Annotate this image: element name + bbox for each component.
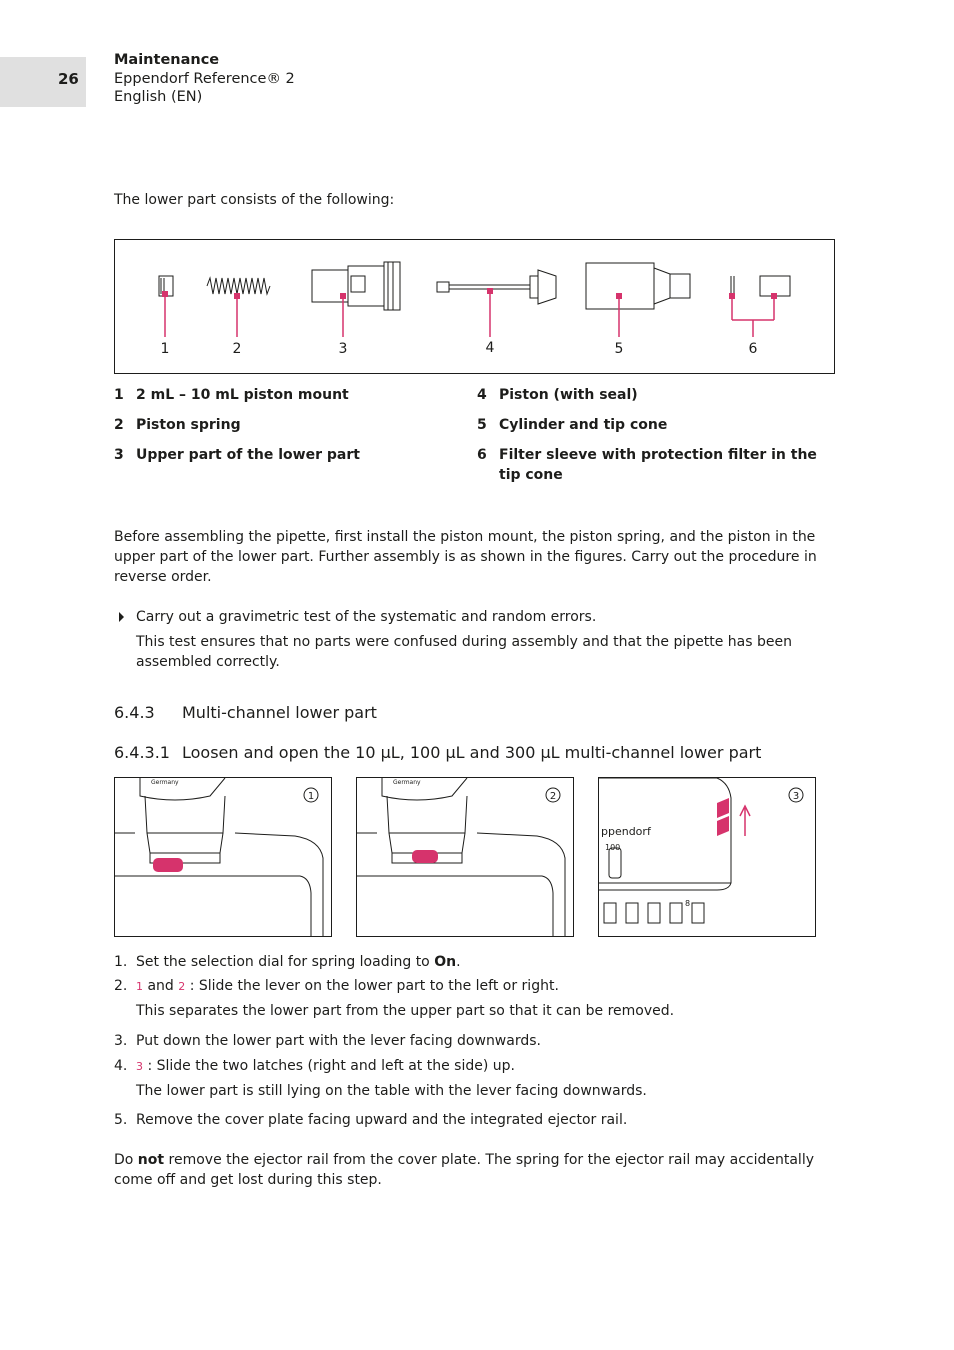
spring-drawing <box>207 278 270 294</box>
callout-3: 3 <box>338 341 348 357</box>
step-badge-2: 2 <box>549 791 557 802</box>
legend-num: 5 <box>477 417 487 433</box>
step-num: 2. <box>114 978 128 994</box>
lever-shape <box>153 858 183 872</box>
step-4 <box>136 1056 515 1077</box>
legend-num: 6 <box>477 447 487 463</box>
step-note: This separates the lower part from the upper part so that it can be removed. <box>136 1003 675 1019</box>
legend-num: 2 <box>114 417 124 433</box>
parts-illustration <box>115 240 834 373</box>
page-number: 26 <box>58 70 79 88</box>
step-text: Set the selection dial for spring loading to <box>136 954 435 970</box>
callout-2: 2 <box>232 341 242 357</box>
intro-text: The lower part consists of the following: <box>114 192 395 208</box>
parts-figure <box>114 239 835 374</box>
step-text: and <box>143 978 179 994</box>
step-bold: On <box>434 954 457 970</box>
circled-number: 2 <box>178 980 186 993</box>
warning-pre: Do <box>114 1152 138 1168</box>
cylinder-drawing <box>586 263 654 309</box>
step-1 <box>136 952 461 972</box>
legend-num: 1 <box>114 387 124 403</box>
photo-step-1 <box>114 777 332 937</box>
callout-1: 1 <box>160 341 170 357</box>
legend-num: 4 <box>477 387 487 403</box>
legend-item <box>114 385 454 405</box>
step-2 <box>136 976 559 997</box>
photo-step-3 <box>598 777 816 937</box>
photo-step-2 <box>356 777 574 937</box>
legend-text: Piston (with seal) <box>499 387 638 403</box>
step-badge-3: 3 <box>792 791 800 802</box>
lever-shape <box>412 850 438 863</box>
step-note: The lower part is still lying on the table with the lever facing downwards. <box>136 1083 647 1099</box>
step-badge-1: 1 <box>307 791 315 802</box>
legend-num: 3 <box>114 447 124 463</box>
warning-bold: not <box>137 1152 165 1168</box>
lever-right-illustration <box>357 778 573 936</box>
photo-label: ppendorf <box>601 825 651 838</box>
step-num: 4. <box>114 1058 128 1074</box>
legend-item <box>477 385 817 405</box>
step-text: : Slide the two latches (right and left at the side) up. <box>143 1058 515 1074</box>
warning-post: remove the ejector rail from the cover plate. The spring for the ejector rail may accidentally come off and get lost during this step. <box>114 1152 814 1188</box>
section-number: 6.4.3 <box>114 703 155 722</box>
step-5: Remove the cover plate facing upward and the integrated ejector rail. <box>136 1112 628 1128</box>
bullet-note: This test ensures that no parts were confused during assembly and that the pipette has been assembled correctly. <box>136 634 792 670</box>
legend-item <box>114 445 454 465</box>
warning-text <box>114 1150 840 1190</box>
callout-5: 5 <box>614 341 624 357</box>
photo-label: Germany <box>393 779 421 786</box>
step-num: 5. <box>114 1112 128 1128</box>
step-text: : Slide the lever on the lower part to the left or right. <box>185 978 559 994</box>
legend-item <box>477 445 817 485</box>
header-language: English (EN) <box>114 89 203 105</box>
step-num: 1. <box>114 954 128 970</box>
header-section: Maintenance <box>114 52 220 68</box>
circled-number: 1 <box>136 980 143 993</box>
subsection-title: Loosen and open the 10 µL, 100 µL and 300 µL multi-channel lower part <box>182 743 762 762</box>
subsection-number: 6.4.3.1 <box>114 743 170 762</box>
photo-volume: 100 <box>605 843 621 852</box>
bullet-arrow-icon <box>118 607 126 633</box>
step-num: 3. <box>114 1033 128 1049</box>
circled-number: 3 <box>136 1060 143 1073</box>
section-title: Multi-channel lower part <box>182 703 377 722</box>
photo-channels: 8 <box>685 899 691 908</box>
callout-4: 4 <box>485 340 495 356</box>
callout-6: 6 <box>748 341 758 357</box>
up-arrow-icon <box>740 806 750 836</box>
legend-text: Piston spring <box>136 417 241 433</box>
piston-drawing <box>437 282 449 292</box>
latches-illustration <box>599 778 815 936</box>
photo-label: Germany <box>151 779 179 786</box>
bullet-text: Carry out a gravimetric test of the systematic and random errors. <box>136 609 597 625</box>
legend-text: Cylinder and tip cone <box>499 417 668 433</box>
header-product: Eppendorf Reference® 2 <box>114 71 295 87</box>
step-text: . <box>456 954 461 970</box>
legend-item <box>114 415 454 435</box>
lever-left-illustration <box>115 778 331 936</box>
legend-text: 2 mL – 10 mL piston mount <box>136 387 349 403</box>
legend-text: Upper part of the lower part <box>136 447 360 463</box>
legend-item <box>477 415 817 435</box>
step-3: Put down the lower part with the lever facing downwards. <box>136 1033 541 1049</box>
assembly-paragraph: Before assembling the pipette, first install the piston mount, the piston spring, and the piston in the upper part of the lower part. Further assembly is as shown in the figures. Carry out the procedure in reverse order. <box>114 529 817 585</box>
legend-text: Filter sleeve with protection filter in the tip cone <box>499 447 817 483</box>
